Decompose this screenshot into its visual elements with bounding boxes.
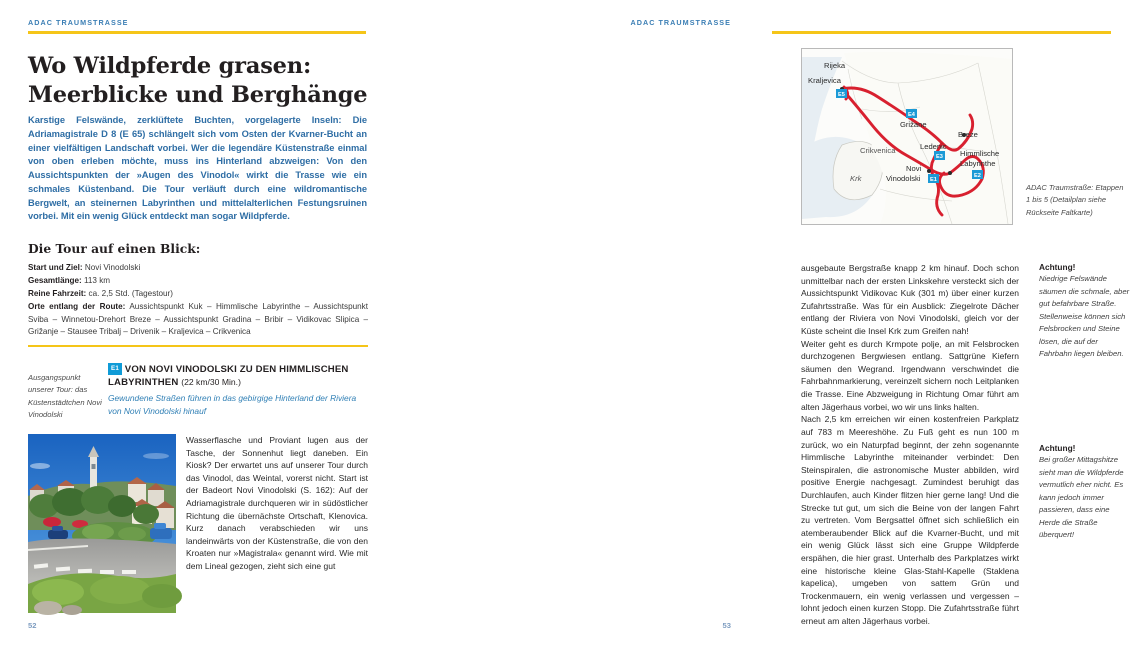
header-rule-left bbox=[28, 31, 366, 34]
map-graphic bbox=[802, 49, 1012, 224]
left-page bbox=[0, 0, 380, 648]
facts-row bbox=[28, 288, 368, 301]
svg-text:Kraljevica: Kraljevica bbox=[808, 76, 841, 85]
page-title: Wo Wildpferde grasen: Meerblicke und Berghänge bbox=[28, 53, 368, 108]
stage-badge-e1: E1 bbox=[108, 363, 122, 374]
facts-label: Gesamtlänge: bbox=[28, 275, 82, 285]
svg-text:E1: E1 bbox=[930, 177, 937, 183]
facts-divider bbox=[28, 345, 368, 347]
facts-value: ca. 2,5 Std. (Tagestour) bbox=[88, 288, 173, 298]
svg-text:Rijeka: Rijeka bbox=[824, 61, 846, 70]
stage-subtitle: Gewundene Straßen führen in das gebirgige Hinterland der Riviera von Novi Vinodolski hinauf bbox=[108, 393, 357, 416]
stage-title-text: VON NOVI VINODOLSKI ZU DEN HIMMLISCHEN LABYRINTHEN bbox=[108, 364, 349, 389]
warning-text: Bei großer Mittagshitze sieht man die Wildpferde vermutlich eher nicht. Es kann jedoch immer passieren, dass eine Herde die Straße überquert! bbox=[1039, 455, 1124, 540]
warning-heading: Achtung! bbox=[1039, 443, 1076, 453]
svg-text:Novi: Novi bbox=[906, 164, 922, 173]
svg-text:Krk: Krk bbox=[850, 174, 862, 183]
svg-text:Labyrinthe: Labyrinthe bbox=[960, 159, 996, 168]
town-photo bbox=[28, 434, 176, 613]
svg-text:Ledenic: Ledenic bbox=[920, 142, 947, 151]
facts-list bbox=[28, 262, 368, 339]
svg-text:E4: E4 bbox=[908, 112, 915, 118]
warning-heading: Achtung! bbox=[1039, 262, 1076, 272]
header-rule-right bbox=[772, 31, 1111, 34]
folio-left: 52 bbox=[28, 621, 37, 630]
running-head-left: ADAC TRAUMSTRASSE bbox=[28, 18, 129, 27]
stage-header bbox=[108, 363, 370, 417]
intro-paragraph: Karstige Felswände, zerklüftete Buchten, vorgelagerte Inseln: Die Adriamagistrale D 8 (E 65) schlängelt sich vom Osten der Kvarner-Bucht an einer vielfältigen Landschaft vorbei. Wer die legendäre Küstenstraße einmal von oben erleben möchte, muss ins Hinterland abzweigen: Von den Aussichtspunkten der »Augen des Vinodol« wirkt die Trasse wie ein schmales Küstenband. Die Tour verläuft durch eine wildromantische Bergwelt, an steinernen Labyrinthen und mittelalterlichen Festungsruinen vorbei. Mit ein wenig Glück entdeckt man sogar Wildpferde. bbox=[28, 115, 367, 222]
svg-text:Breze: Breze bbox=[958, 130, 978, 139]
body-paragraph: ausgebaute Bergstraße knapp 2 km hinauf. Doch schon unmittelbar nach der ersten Linkskehre versteckt sich der Aussichtspunkt Vidikovac Kuk (301 m) über einer kurzen Zufahrtsstraße. Was für ein Ausblick: Ziegelrote Dächer entlang der Riviera von Novi Vinodolski, gleich vor der Küste scheint die Insel Krk zum Greifen nah! bbox=[801, 263, 1019, 337]
warning-box-wildhorses bbox=[1039, 443, 1131, 542]
svg-text:Himmlische: Himmlische bbox=[960, 149, 1000, 158]
warning-box-rockfall bbox=[1039, 262, 1131, 361]
facts-label: Start und Ziel: bbox=[28, 263, 83, 272]
facts-row bbox=[28, 275, 368, 288]
body-paragraph: Nach 2,5 km erreichen wir einen kostenfreien Parkplatz auf 783 m Meereshöhe. Zu Fuß geht es nun 100 m zurück, wo ein Naturpfad beginnt, der zehn sogenannte Himmlische Labyrinthe miteinander verbindet: Den Steinspiralen, die astronomische Muster abbilden, wird positive Energie nachgesagt. Zumindest beruhigt das Durchlaufen, auch Kinder flitzen hier gerne lang! Und die Strecke tut gut, um sich die Beine von der langen Fahrt zu vertreten. Vom Bergsattel öffnet sich schließlich ein atemberaubender Blick auf die Kvarner-Bucht, und mit ein wenig Glück lässt sich eine Gruppe Wildpferde erspähen, die hier grast. Unterhalb des Parkplatzes wirkt eine historische kleine Glas-Stahl-Kapelle (Staklena kapelica), umgeben von sattem Grün und Trockenmauern, ein wenig verlassen und vergessen – lohnt jedoch einen kurzen Stopp. Die Zufahrtsstraße führt erneut am alten Jägerhaus vorbei. bbox=[801, 414, 1019, 627]
right-page bbox=[380, 0, 1130, 648]
facts-heading: Die Tour auf einen Blick: bbox=[28, 241, 201, 256]
svg-text:Grižane: Grižane bbox=[900, 120, 927, 129]
map-caption: ADAC Traumstraße: Etappen 1 bis 5 (Detailplan siehe Rückseite Faltkarte) bbox=[1026, 183, 1124, 217]
warning-text: Niedrige Felswände säumen die schmale, aber gut befahrbare Straße. Stellenweise können sich Felsbrocken und Steine lösen, die auf der Fahrbahn liegen bleiben. bbox=[1039, 274, 1130, 359]
facts-row bbox=[28, 301, 368, 340]
svg-text:E3: E3 bbox=[936, 154, 943, 160]
stage-title-line bbox=[108, 363, 370, 389]
route-map bbox=[801, 48, 1013, 225]
stage-margin-note: Ausgangspunkt unserer Tour: das Küstenstädtchen Novi Vinodolski bbox=[28, 373, 102, 419]
body-paragraph: Weiter geht es durch Krmpote polje, an mit Felsbrocken durchzogenen Bergwiesen entlang. Sattgrüne Kiefern säumen den Wegrand. Irgendwann verschwindet die Fahrbahnmarkierung, vereinzelt sichern noch Leitplanken die Trasse. Eine Abzweigung in Richtung Omar führt am alten Jägerhaus vorbei, wo wir uns links halten. bbox=[801, 338, 1019, 412]
facts-label: Orte entlang der Route: bbox=[28, 301, 126, 311]
stage-distance: (22 km/30 Min.) bbox=[181, 377, 241, 388]
facts-value: 113 km bbox=[84, 275, 111, 285]
folio-right: 53 bbox=[722, 621, 731, 630]
photo-illustration bbox=[28, 434, 176, 613]
body-text-left: Wasserflasche und Proviant lugen aus der Tasche, der Sonnenhut liegt daneben. Ein Kiosk? Der erwartet uns auf unserer Tour durch das Vinodol, das Weintal, vorerst nicht. Start ist der Badeort Novi Vinodolski (S. 162): Auf der Adriamagistrale durchqueren wir in südöstlicher Richtung die übernächste Ortschaft, Klenovica. Kurz danach verabschieden wir uns landeinwärts von der Küstenstraße, die von den Kroaten nur »Magistrala« genannt wird. Wie mit dem Lineal gezogen, zieht sich eine gut bbox=[186, 435, 368, 572]
svg-text:E2: E2 bbox=[974, 173, 981, 179]
body-text-right bbox=[801, 262, 1019, 628]
facts-value: Aussichtspunkt Kuk – Himmlische Labyrinthe – Aussichtspunkt Sviba – Winnetou-Drehort Breze – Aussichtspunkt Gradina – Bribir – Vidikovac Slipica – Grižanje – Stausee Tribalj – Drivenik – Kraljevica – Crikvenica bbox=[28, 301, 368, 337]
running-head-right: ADAC TRAUMSTRASSE bbox=[630, 18, 731, 27]
svg-text:Crikvenica: Crikvenica bbox=[860, 146, 896, 155]
facts-row bbox=[28, 262, 368, 275]
svg-text:E5: E5 bbox=[838, 92, 845, 98]
facts-label: Reine Fahrzeit: bbox=[28, 288, 87, 298]
svg-text:Vinodolski: Vinodolski bbox=[886, 174, 921, 183]
facts-value: Novi Vinodolski bbox=[84, 263, 141, 272]
